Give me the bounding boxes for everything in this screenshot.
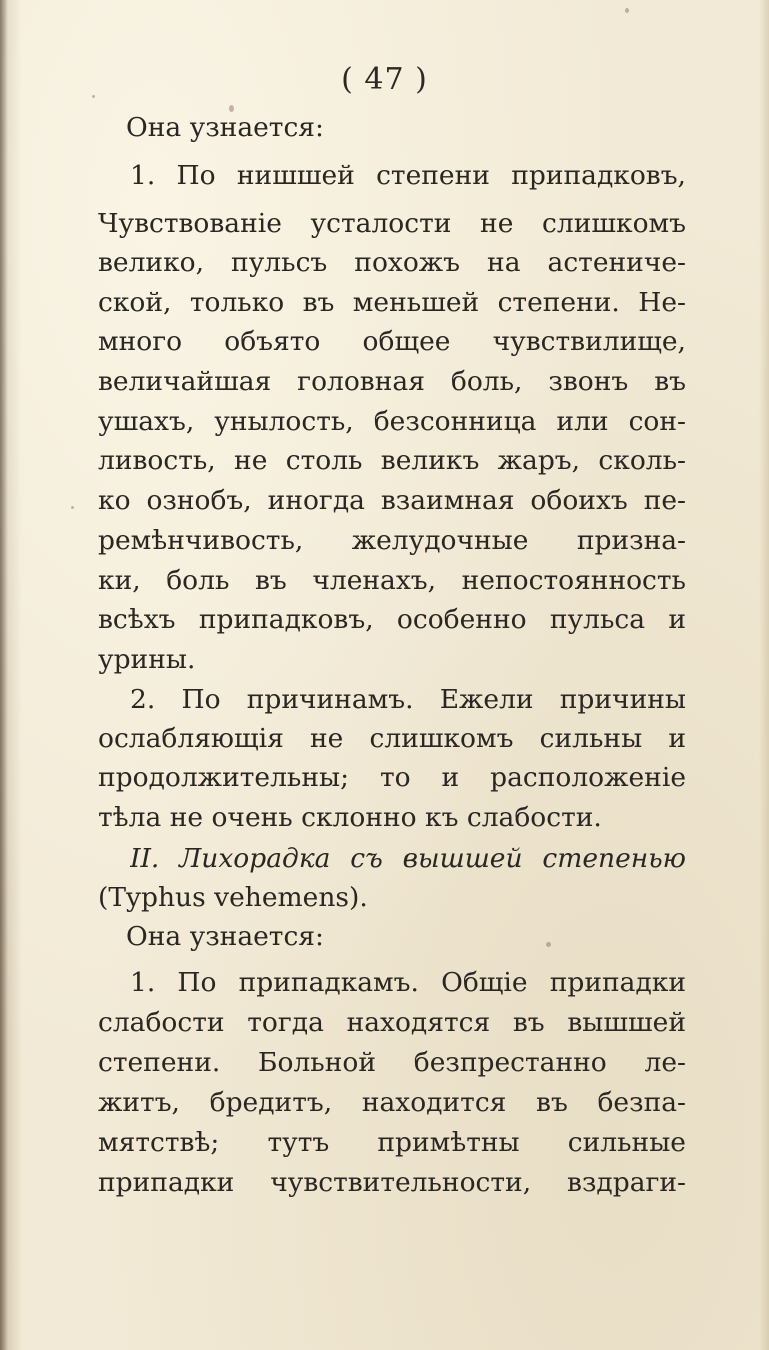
text-line: продолжительны; то и расположеніе (98, 762, 686, 793)
text-line: Она узнается: (126, 112, 324, 143)
text-line: слабости тогда находятся въ вышшей (98, 1007, 686, 1038)
text-line: 1. По припадкамъ. Общіе припадки (130, 967, 686, 998)
text-line: 2. По причинамъ. Ежели причины (130, 684, 686, 715)
text-line: ской, только въ меньшей степени. Не- (98, 287, 686, 318)
latin-term: (Typhus vehemens). (98, 882, 368, 913)
text-line: степени. Больной безпрестанно ле- (98, 1047, 686, 1078)
text-line: ремѣнчивость, желудочные призна- (98, 525, 686, 556)
text-line: урины. (98, 644, 196, 675)
text-line: Она узнается: (126, 921, 324, 952)
text-line: величайшая головная боль, звонъ въ (98, 366, 686, 397)
text-line: ко ознобъ, иногда взаимная обоихъ пе- (98, 485, 686, 516)
text-line: всѣхъ припадковъ, особенно пульса и (98, 604, 686, 635)
text-line: ушахъ, унылость, безсонница или сон- (98, 406, 686, 437)
page-edge-shadow (0, 0, 8, 1350)
paper-spot (625, 8, 629, 13)
text-line: ливость, не столь великъ жаръ, сколь- (98, 445, 686, 476)
section-heading: II. Лихорадка съ вышшей степенью (130, 843, 686, 874)
paper-spot (71, 506, 74, 509)
text-line: житъ, бредитъ, находится въ безпа- (98, 1087, 686, 1118)
text-line: 1. По нишшей степени припадковъ, (130, 160, 686, 191)
text-line: припадки чувствительности, вздраги- (98, 1167, 686, 1198)
text-line: тѣла не очень склонно къ слабости. (98, 802, 602, 833)
text-line: Чувствованіе усталости не слишкомъ (98, 208, 686, 239)
text-line: мятствѣ; тутъ примѣтны сильные (98, 1127, 686, 1158)
text-line: много объято общее чувствилище, (98, 326, 686, 357)
page-number: ( 47 ) (341, 62, 428, 97)
text-line: ки, боль въ членахъ, непостоянность (98, 565, 686, 596)
text-line: велико, пульсъ похожъ на астениче- (98, 247, 686, 278)
text-line: ослабляющія не слишкомъ сильны и (98, 723, 686, 754)
page-edge-highlight (759, 0, 769, 1350)
